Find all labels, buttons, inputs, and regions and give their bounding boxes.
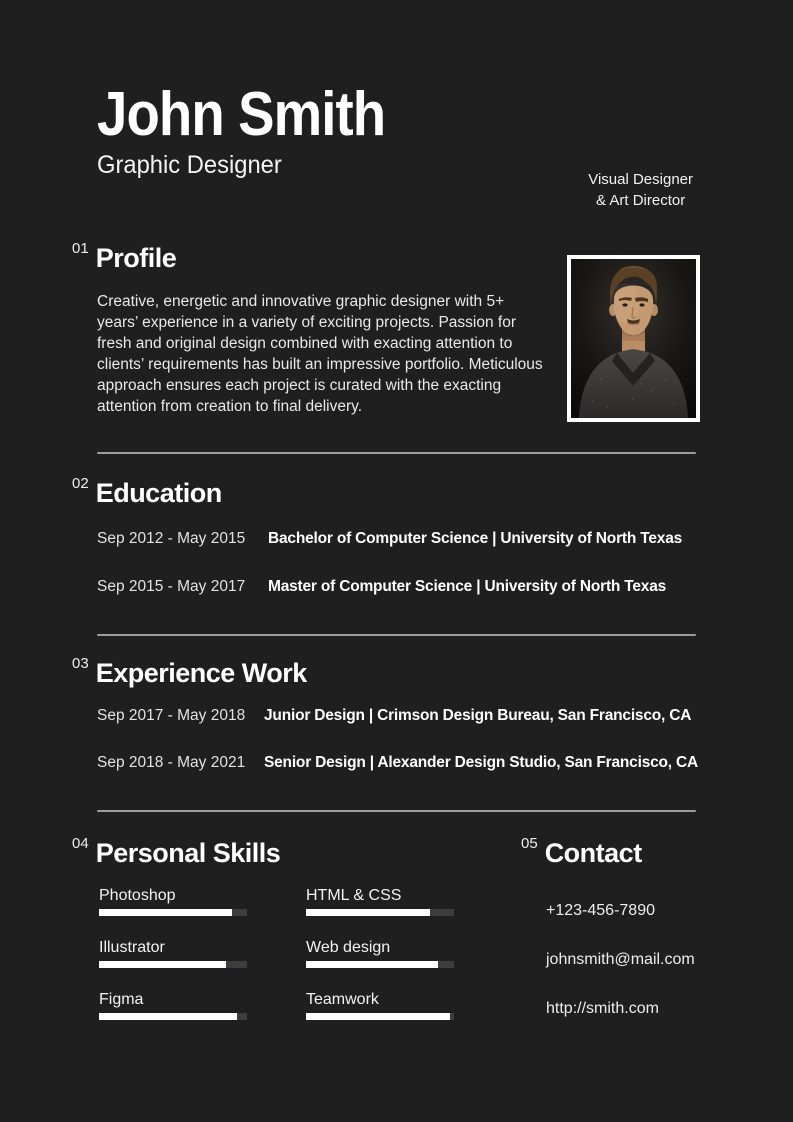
skill-progress-fill [306,1013,450,1020]
section-number-skills: 04 [72,835,89,852]
portrait-photo [567,255,700,422]
section-heading-education [72,475,222,508]
experience-dates: Sep 2018 - May 2021 [97,754,246,771]
contact-email: johnsmith@mail.com [546,951,695,968]
education-rows [97,529,682,596]
section-divider [97,452,696,454]
section-heading-skills [72,835,281,868]
skill-progress-fill [99,1013,237,1020]
experience-dates: Sep 2017 - May 2018 [97,707,246,724]
skill-item [99,886,247,916]
skill-item [306,938,454,968]
education-dates: Sep 2012 - May 2015 [97,530,246,547]
profile-paragraph: Creative, energetic and innovative graphic designer with 5+ years’ experience in a variety of exciting projects. Passion for fresh and original design combined with exacting attention to clients’ requirements has built an impressive portfolio. Meticulous approach ensures each project is curated with the exacting attention from creation to final delivery. [97,293,543,415]
experience-detail: Senior Design | Alexander Design Studio, San Francisco, CA [264,754,699,771]
skill-progress-bar [306,961,454,968]
skill-progress-fill [306,909,430,916]
skill-label: HTML & CSS [306,887,402,904]
skills-grid [99,886,454,1020]
section-title-contact: Contact [544,838,642,868]
skill-progress-bar [306,1013,454,1020]
education-detail: Bachelor of Computer Science | University of North Texas [268,530,683,547]
tagline [588,169,693,211]
education-dates: Sep 2015 - May 2017 [97,578,246,595]
skill-progress-bar [99,961,247,968]
section-divider [97,634,696,636]
skill-progress-fill [306,961,438,968]
skill-item [306,990,454,1020]
skill-progress-fill [99,909,232,916]
skill-label: Photoshop [99,887,176,904]
person-job-title: Graphic Designer [97,151,282,179]
section-number-experience: 03 [72,655,89,672]
section-title-experience: Experience Work [95,658,307,688]
skill-progress-bar [99,909,247,916]
skill-item [99,990,247,1020]
education-detail: Master of Computer Science | University of North Texas [268,578,667,595]
section-number-contact: 05 [521,835,538,852]
section-heading-profile [72,240,177,273]
skill-item [99,938,247,968]
section-number-profile: 01 [72,240,89,257]
contact-phone: +123-456-7890 [546,902,655,919]
education-row [97,529,682,548]
person-name: John Smith [97,80,386,149]
portrait-image [571,259,696,418]
skill-progress-bar [99,1013,247,1020]
skill-label: Teamwork [306,991,379,1008]
education-row [97,577,682,596]
tagline-line-2: & Art Director [596,192,686,209]
experience-row [97,706,698,725]
section-divider [97,810,696,812]
experience-detail: Junior Design | Crimson Design Bureau, San Francisco, CA [264,707,692,724]
section-title-skills: Personal Skills [95,838,281,868]
skill-label: Figma [99,991,144,1008]
section-heading-contact [521,835,642,868]
tagline-line-1: Visual Designer [588,171,693,188]
experience-rows [97,706,698,772]
contact-website: http://smith.com [546,1000,659,1017]
section-title-profile: Profile [95,243,177,273]
contact-list [546,901,695,1018]
skill-progress-bar [306,909,454,916]
section-number-education: 02 [72,475,89,492]
skill-item [306,886,454,916]
skill-label: Illustrator [99,939,165,956]
experience-row [97,753,698,772]
section-title-education: Education [95,478,222,508]
skill-progress-fill [99,961,226,968]
skill-label: Web design [306,939,391,956]
section-heading-experience [72,655,307,688]
